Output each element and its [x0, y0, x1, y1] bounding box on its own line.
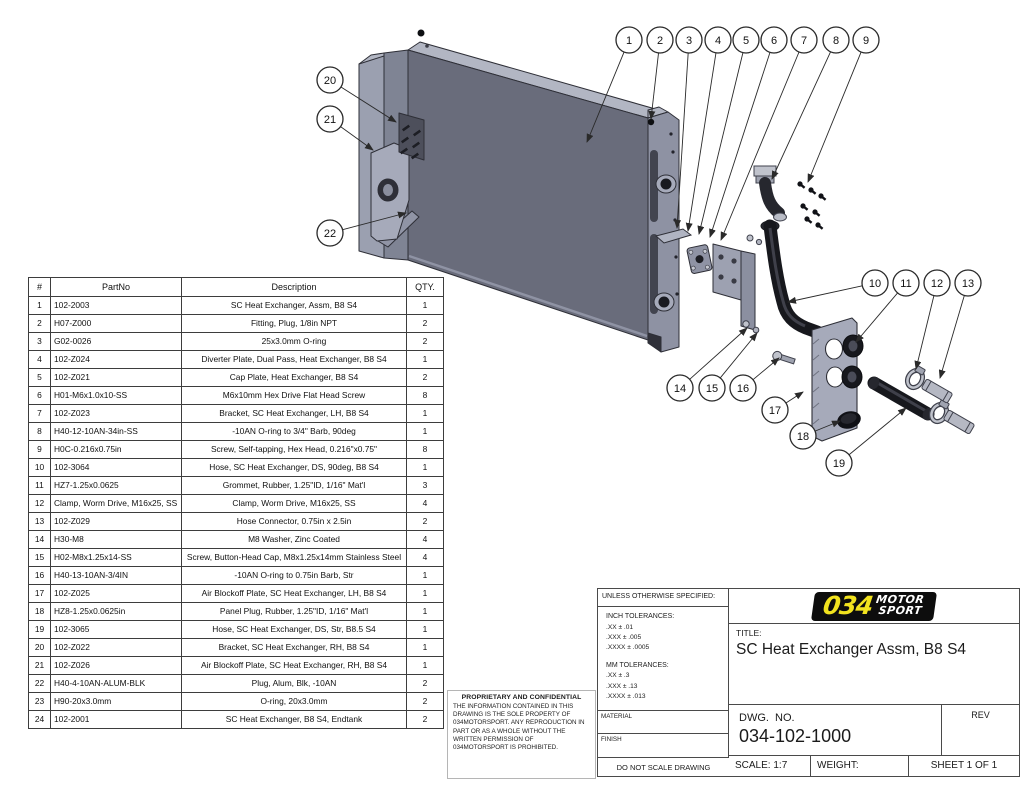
port-upper-bore [661, 179, 672, 190]
part-description: Diverter Plate, Dual Pass, Heat Exchanger, B8 S4 [182, 351, 407, 369]
table-row [29, 675, 444, 693]
item-number: 11 [29, 477, 51, 495]
item-number: 19 [29, 621, 51, 639]
table-row [29, 585, 444, 603]
leader-line-9 [808, 52, 861, 182]
screw [807, 186, 817, 196]
cap-plate [687, 244, 713, 274]
table-row [29, 441, 444, 459]
mm-tol-line: .XX ± .3 [606, 672, 630, 680]
do-not-scale-label: DO NOT SCALE DRAWING [616, 763, 711, 772]
balloon-number-15: 15 [705, 382, 719, 395]
part-description: -10AN O-ring to 3/4" Barb, 90deg [182, 423, 407, 441]
part-quantity: 2 [407, 675, 444, 693]
part-quantity: 1 [407, 459, 444, 477]
table-row [29, 693, 444, 711]
part-description: Bracket, SC Heat Exchanger, RH, B8 S4 [182, 639, 407, 657]
balloon-number-5: 5 [742, 34, 750, 47]
screw [803, 215, 813, 225]
unless-otherwise-specified: UNLESS OTHERWISE SPECIFIED: [598, 589, 729, 607]
tank-hole [675, 292, 678, 295]
logo-sport: SPORT [877, 603, 923, 616]
material-box: MATERIAL [598, 711, 729, 734]
title-block [597, 588, 1020, 777]
part-quantity: 1 [407, 297, 444, 315]
part-quantity: 1 [407, 639, 444, 657]
screw [811, 208, 821, 218]
part-description: Air Blockoff Plate, SC Heat Exchanger, LH, B8 S4 [182, 585, 407, 603]
npt-plug-top [418, 30, 425, 37]
part-number: H02-M8x1.25x14-SS [51, 549, 182, 567]
balloon-number-6: 6 [770, 34, 778, 47]
item-number: 21 [29, 657, 51, 675]
item-number: 10 [29, 459, 51, 477]
inch-tol-line: .XX ± .01 [606, 623, 634, 631]
finish-box: FINISH [598, 734, 729, 758]
bracket-lh-arm [741, 251, 755, 330]
table-row [29, 297, 444, 315]
tank-hole [669, 132, 672, 135]
part-number: HZ7-1.25x0.0625 [51, 477, 182, 495]
part-number: 102-Z026 [51, 657, 182, 675]
leader-line-15 [720, 333, 757, 378]
elbow-end [774, 213, 787, 221]
part-quantity: 2 [407, 513, 444, 531]
balloon-number-7: 7 [800, 34, 808, 47]
part-number: 102-2003 [51, 297, 182, 315]
table-header-row [29, 278, 444, 297]
dwg-no-label: DWG. NO. [739, 712, 795, 724]
weight-label: WEIGHT: [811, 756, 909, 776]
table-row [29, 567, 444, 585]
dwg-number-box [729, 705, 1019, 756]
mount-washer [756, 239, 761, 244]
part-number: 102-Z021 [51, 369, 182, 387]
mount-washer [753, 327, 759, 333]
table-row [29, 351, 444, 369]
bracket-hole [731, 278, 736, 283]
balloon-number-22: 22 [323, 227, 337, 240]
inch-tolerances-title: INCH TOLERANCES: [606, 613, 675, 620]
balloon-number-8: 8 [832, 34, 840, 47]
bracket-lh-group [713, 235, 762, 333]
grommet-bore [849, 341, 858, 352]
column-header: QTY. [407, 278, 444, 297]
right-end-tank [648, 107, 679, 352]
table-row [29, 495, 444, 513]
balloon-number-14: 14 [673, 382, 687, 395]
balloon-number-20: 20 [323, 74, 337, 87]
item-number: 4 [29, 351, 51, 369]
item-number: 17 [29, 585, 51, 603]
item-number: 15 [29, 549, 51, 567]
part-quantity: 2 [407, 333, 444, 351]
balloon-number-18: 18 [796, 430, 810, 443]
hose-connector [943, 410, 974, 435]
balloon-number-4: 4 [714, 34, 722, 47]
leader-line-11 [856, 293, 898, 342]
part-quantity: 2 [407, 711, 444, 729]
tank-hole [673, 218, 676, 221]
proprietary-heading: PROPRIETARY AND CONFIDENTIAL [461, 694, 582, 701]
barb-fitting-straight [772, 350, 796, 366]
part-description: Fitting, Plug, 1/8in NPT [182, 315, 407, 333]
grommet-bore [848, 372, 857, 383]
part-number: 102-2001 [51, 711, 182, 729]
table-row [29, 405, 444, 423]
title-box [729, 624, 1019, 705]
item-number: 7 [29, 405, 51, 423]
part-number: H40-4-10AN-ALUM-BLK [51, 675, 182, 693]
port-lower-bore [659, 297, 670, 308]
item-number: 18 [29, 603, 51, 621]
sheet-label: SHEET 1 OF 1 [930, 760, 998, 771]
part-number: 102-Z024 [51, 351, 182, 369]
proprietary-body: THE INFORMATION CONTAINED IN THIS DRAWING IS THE SOLE PROPERTY OF 034MOTORSPORT. ANY REPRODUCTION IN PART OR AS A WHOLE WITHOUT THE WRITTEN PERMISSION OF 034MOTORSPORT IS PROHIBITED. [453, 703, 585, 751]
leader-line-8 [772, 52, 831, 179]
item-number: 14 [29, 531, 51, 549]
bracket-lh-plate [713, 244, 741, 300]
leader-line-10 [788, 286, 862, 302]
part-number: H0C-0.216x0.75in [51, 441, 182, 459]
column-header: # [29, 278, 51, 297]
item-number: 22 [29, 675, 51, 693]
part-description: Hose, SC Heat Exchanger, DS, Str, B8.5 S4 [182, 621, 407, 639]
table-row [29, 333, 444, 351]
part-number: 102-Z023 [51, 405, 182, 423]
drawing-title: SC Heat Exchanger Assm, B8 S4 [736, 641, 967, 658]
elbow-hex-nut [754, 166, 776, 176]
elbow-body [765, 183, 779, 213]
part-description: M6x10mm Hex Drive Flat Head Screw [182, 387, 407, 405]
table-row [29, 423, 444, 441]
screw [814, 221, 824, 231]
part-number: HZ8-1.25x0.0625in [51, 603, 182, 621]
balloon-number-2: 2 [656, 34, 664, 47]
mount-screw [743, 321, 749, 327]
item-number: 9 [29, 441, 51, 459]
table-row [29, 315, 444, 333]
part-description: SC Heat Exchanger, Assm, B8 S4 [182, 297, 407, 315]
part-description: Screw, Button-Head Cap, M8x1.25x14mm Stainless Steel [182, 549, 407, 567]
item-number: 23 [29, 693, 51, 711]
item-number: 8 [29, 423, 51, 441]
part-number: 102-Z022 [51, 639, 182, 657]
part-quantity: 1 [407, 585, 444, 603]
item-number: 1 [29, 297, 51, 315]
part-description: M8 Washer, Zinc Coated [182, 531, 407, 549]
part-description: 25x3.0mm O-ring [182, 333, 407, 351]
scale-weight-sheet-row [729, 756, 1019, 776]
logo-034-text: 034 [820, 590, 875, 620]
column-header: Description [182, 278, 407, 297]
npt-plug-side [648, 119, 654, 125]
part-number: 102-3064 [51, 459, 182, 477]
bracket-hole [718, 274, 723, 279]
logo-motor: MOTOR [875, 592, 925, 606]
rev-box: REV [941, 705, 1019, 756]
balloon-number-13: 13 [961, 277, 975, 290]
part-description: Grommet, Rubber, 1.25"ID, 1/16" Mat'l [182, 477, 407, 495]
part-quantity: 2 [407, 693, 444, 711]
balloon-number-21: 21 [323, 113, 337, 126]
balloon-number-12: 12 [930, 277, 944, 290]
plate-hole-lower [827, 367, 844, 387]
part-description: -10AN O-ring to 0.75in Barb, Str [182, 567, 407, 585]
tank-hole [674, 255, 677, 258]
part-description: Clamp, Worm Drive, M16x25, SS [182, 495, 407, 513]
part-description: Bracket, SC Heat Exchanger, LH, B8 S4 [182, 405, 407, 423]
bracket-hole [718, 254, 723, 259]
balloon-number-9: 9 [862, 34, 870, 47]
part-description: O-ring, 20x3.0mm [182, 693, 407, 711]
part-number: 102-Z025 [51, 585, 182, 603]
inch-tol-line: .XXX ± .005 [606, 634, 642, 642]
balloon-number-10: 10 [868, 277, 882, 290]
part-description: Panel Plug, Rubber, 1.25"ID, 1/16" Mat'l [182, 603, 407, 621]
part-number: H40-12-10AN-34in-SS [51, 423, 182, 441]
part-quantity: 4 [407, 531, 444, 549]
bill-of-materials [28, 277, 444, 729]
table-row [29, 657, 444, 675]
part-number: H90-20x3.0mm [51, 693, 182, 711]
screw [796, 180, 806, 190]
hose-connector [921, 379, 952, 404]
balloon-number-17: 17 [768, 404, 782, 417]
mount-screw [747, 235, 753, 241]
inch-tol-line: .XXXX ± .0005 [606, 644, 650, 652]
part-description: Plug, Alum, Blk, -10AN [182, 675, 407, 693]
part-quantity: 1 [407, 423, 444, 441]
balloon-number-3: 3 [685, 34, 693, 47]
part-quantity: 1 [407, 567, 444, 585]
table-row [29, 477, 444, 495]
plate-hole-upper [826, 339, 843, 359]
part-quantity: 1 [407, 351, 444, 369]
tank-hole [671, 150, 674, 153]
item-number: 2 [29, 315, 51, 333]
part-number: H30-M8 [51, 531, 182, 549]
elbow-fitting-90deg [754, 166, 787, 221]
part-quantity: 1 [407, 621, 444, 639]
leader-line-14 [690, 328, 747, 379]
table-row [29, 459, 444, 477]
leader-line-16 [753, 358, 779, 380]
screw [799, 202, 809, 212]
mm-tolerances-title: MM TOLERANCES: [606, 661, 669, 669]
part-number: G02-0026 [51, 333, 182, 351]
part-description: Screw, Self-tapping, Hex Head, 0.216"x0.75" [182, 441, 407, 459]
part-quantity: 3 [407, 477, 444, 495]
part-description: SC Heat Exchanger, B8 S4, Endtank [182, 711, 407, 729]
table-row [29, 711, 444, 729]
scale-label: SCALE: 1:7 [729, 756, 811, 776]
balloon-number-1: 1 [625, 34, 633, 47]
dwg-number: 034-102-1000 [739, 726, 852, 746]
logo-motorsport-text [874, 592, 925, 616]
part-number: 102-Z029 [51, 513, 182, 531]
item-number: 24 [29, 711, 51, 729]
table-row [29, 387, 444, 405]
screw [817, 192, 827, 202]
part-number: H07-Z000 [51, 315, 182, 333]
part-quantity: 1 [407, 657, 444, 675]
leader-line-12 [916, 296, 934, 369]
part-number: Clamp, Worm Drive, M16x25, SS [51, 495, 182, 513]
tolerances-box [598, 607, 729, 711]
bracket-rh-grommet-bore [383, 184, 393, 196]
column-header: PartNo [51, 278, 182, 297]
table-row [29, 369, 444, 387]
part-number: H01-M6x1.0x10-SS [51, 387, 182, 405]
part-quantity: 8 [407, 387, 444, 405]
tank-top-hole [425, 44, 429, 48]
balloon-number-11: 11 [900, 277, 912, 290]
table-row [29, 621, 444, 639]
hose-90deg [761, 221, 817, 332]
leader-line-17 [786, 392, 803, 403]
item-number: 6 [29, 387, 51, 405]
table-row [29, 549, 444, 567]
item-number: 13 [29, 513, 51, 531]
part-quantity: 8 [407, 441, 444, 459]
part-number: 102-3065 [51, 621, 182, 639]
mm-tol-line: .XXXX ± .013 [606, 692, 646, 700]
item-number: 12 [29, 495, 51, 513]
part-description: Cap Plate, Heat Exchanger, B8 S4 [182, 369, 407, 387]
item-number: 16 [29, 567, 51, 585]
table-row [29, 513, 444, 531]
proprietary-note [447, 690, 596, 779]
item-number: 20 [29, 639, 51, 657]
table-row [29, 639, 444, 657]
part-description: Hose Connector, 0.75in x 2.5in [182, 513, 407, 531]
table-row [29, 603, 444, 621]
part-quantity: 2 [407, 315, 444, 333]
mm-tol-line: .XXX ± .13 [606, 682, 638, 690]
leader-line-5 [699, 53, 743, 234]
part-quantity: 4 [407, 495, 444, 513]
part-quantity: 2 [407, 369, 444, 387]
balloon-number-16: 16 [736, 382, 750, 395]
item-number: 5 [29, 369, 51, 387]
leader-line-13 [940, 295, 964, 378]
company-logo [811, 592, 937, 621]
leader-line-4 [688, 53, 716, 231]
part-quantity: 1 [407, 405, 444, 423]
part-description: Hose, SC Heat Exchanger, DS, 90deg, B8 S4 [182, 459, 407, 477]
part-quantity: 4 [407, 549, 444, 567]
item-number: 3 [29, 333, 51, 351]
title-label: TITLE: [736, 628, 762, 638]
balloon-number-19: 19 [832, 457, 846, 470]
table-row [29, 531, 444, 549]
logo-box [729, 589, 1019, 624]
part-number: H40-13-10AN-3/4IN [51, 567, 182, 585]
self-tapping-screw-cluster [796, 180, 827, 231]
bracket-hole [731, 258, 736, 263]
part-quantity: 1 [407, 603, 444, 621]
part-description: Air Blockoff Plate, SC Heat Exchanger, RH, B8 S4 [182, 657, 407, 675]
